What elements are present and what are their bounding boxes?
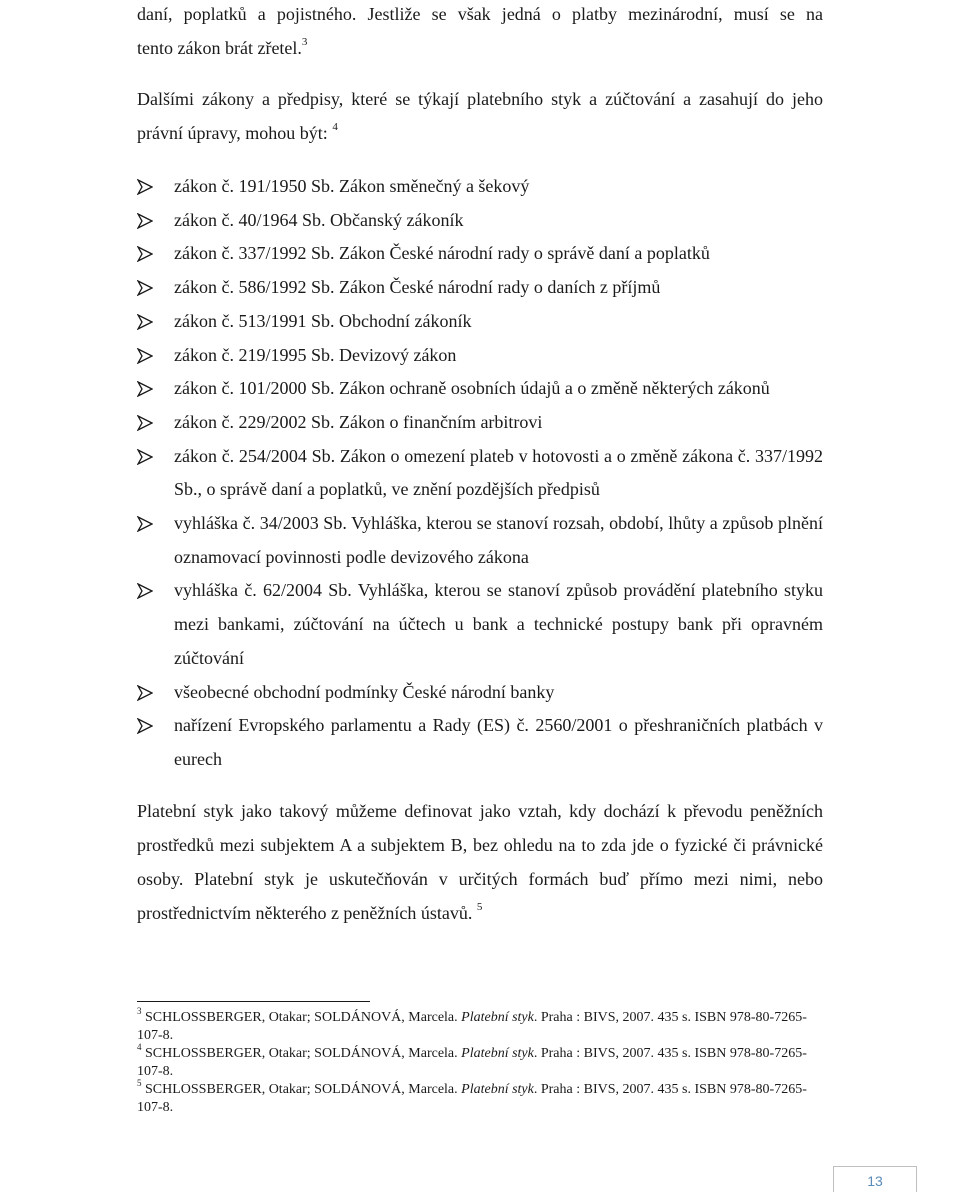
arrowhead-bullet-icon (137, 381, 153, 397)
arrowhead-bullet-icon (137, 449, 153, 465)
arrowhead-bullet-icon (137, 314, 153, 330)
law-list-item-text: zákon č. 254/2004 Sb. Zákon o omezení plateb v hotovosti a o změně zákona č. 337/1992 Sb., o správě daní a poplatků, ve znění pozdějších předpisů (174, 445, 823, 500)
arrowhead-bullet-icon (137, 516, 153, 532)
arrowhead-bullet-icon (137, 415, 153, 431)
law-list-item-text: zákon č. 40/1964 Sb. Občanský zákoník (174, 209, 464, 230)
footnote (137, 1042, 823, 1081)
footnote-ref-5: 5 (476, 901, 483, 913)
law-list-item (137, 406, 823, 440)
lead-text: Dalšími zákony a předpisy, které se týkají platebního styk a zúčtování a zasahují do jeho právní úpravy, mohou být: (137, 89, 823, 143)
law-list-item (137, 574, 823, 675)
footnote-ref-3: 3 (301, 36, 308, 48)
arrowhead-bullet-icon (137, 685, 153, 701)
footnote-number: 5 (137, 1078, 142, 1089)
law-list-item-text: zákon č. 219/1995 Sb. Devizový zákon (174, 344, 457, 365)
law-list-item-text: zákon č. 191/1950 Sb. Zákon směnečný a šekový (174, 176, 530, 196)
arrowhead-bullet-icon (137, 246, 153, 262)
arrowhead-bullet-icon (137, 179, 153, 195)
law-list-item (137, 440, 823, 507)
footnote-number: 4 (137, 1042, 142, 1053)
intro-line-2-text: tento zákon brát zřetel. (137, 38, 302, 58)
law-list-item (137, 170, 823, 204)
footnote-authors: SCHLOSSBERGER, Otakar; SOLDÁNOVÁ, Marcela. (145, 1082, 458, 1097)
arrowhead-bullet-icon (137, 280, 153, 296)
closing-paragraph (137, 794, 823, 930)
footnote-publication: . Praha : BIVS, 2007. 435 s. ISBN 978-80-7265-107-8. (137, 1010, 807, 1043)
law-list-item-text: zákon č. 229/2002 Sb. Zákon o finančním arbitrovi (174, 411, 543, 432)
footnote-authors: SCHLOSSBERGER, Otakar; SOLDÁNOVÁ, Marcela. (145, 1010, 458, 1025)
law-list (137, 170, 823, 777)
footnote-title: Platební styk (461, 1010, 534, 1025)
footnote-title: Platební styk (461, 1082, 534, 1097)
footnote-publication: . Praha : BIVS, 2007. 435 s. ISBN 978-80-7265-107-8. (137, 1082, 807, 1115)
law-list-item (137, 204, 823, 238)
intro-line-1-text: daní, poplatků a pojistného. Jestliže se však jedná o platby mezinárodní, musí se na (137, 4, 823, 24)
law-list-item (137, 372, 823, 406)
closing-text: Platební styk jako takový můžeme definovat jako vztah, kdy dochází k převodu peněžních prostředků mezi subjektem A a subjektem B, bez ohledu na to zda jde o fyzické či právnické osoby. Platební styk je uskutečňován v určitých formách buď přímo mezi nimi, nebo prostřednictvím některého z peněžních ústavů. (137, 801, 823, 923)
law-list-item (137, 271, 823, 305)
law-list-item-text: vyhláška č. 62/2004 Sb. Vyhláška, kterou se stanoví způsob provádění platebního styku mezi bankami, zúčtování na účtech u bank a technické postupy bank při opravném zúčtování (174, 580, 823, 668)
page-number: 13 (867, 1173, 883, 1189)
law-list-item-text: nařízení Evropského parlamentu a Rady (ES) č. 2560/2001 o přeshraničních platbách v eurech (174, 715, 823, 769)
law-list-item (137, 709, 823, 776)
lead-paragraph (137, 82, 823, 150)
intro-line-1 (137, 0, 823, 31)
arrowhead-bullet-icon (137, 583, 153, 599)
law-list-item-text: všeobecné obchodní podmínky České národní banky (174, 681, 555, 702)
footnote (137, 1078, 823, 1117)
law-list-item (137, 305, 823, 339)
arrowhead-bullet-icon (137, 718, 153, 734)
arrowhead-bullet-icon (137, 213, 153, 229)
footnote-separator (137, 1001, 370, 1002)
law-list-item (137, 339, 823, 373)
footnote-title: Platební styk (461, 1046, 534, 1061)
law-list-item (137, 676, 823, 710)
law-list-item-text: zákon č. 513/1991 Sb. Obchodní zákoník (174, 310, 472, 331)
footnote-number: 3 (137, 1006, 142, 1017)
footnote (137, 1006, 823, 1045)
intro-line-2 (137, 31, 823, 65)
footnote-publication: . Praha : BIVS, 2007. 435 s. ISBN 978-80-7265-107-8. (137, 1046, 807, 1079)
law-list-item-text: vyhláška č. 34/2003 Sb. Vyhláška, kterou se stanoví rozsah, období, lhůty a způsob plnění oznamovací povinnosti podle devizového zákona (174, 513, 823, 567)
footnote-authors: SCHLOSSBERGER, Otakar; SOLDÁNOVÁ, Marcela. (145, 1046, 458, 1061)
page-number-box (833, 1166, 917, 1192)
law-list-item-text: zákon č. 101/2000 Sb. Zákon ochraně osobních údajů a o změně některých zákonů (174, 378, 770, 399)
law-list-item (137, 507, 823, 574)
law-list-item-text: zákon č. 586/1992 Sb. Zákon České národní rady o daních z příjmů (174, 277, 661, 298)
law-list-item-text: zákon č. 337/1992 Sb. Zákon České národní rady o správě daní a poplatků (174, 243, 710, 264)
footnotes (137, 1006, 823, 1117)
arrowhead-bullet-icon (137, 348, 153, 364)
law-list-item (137, 237, 823, 271)
footnote-ref-4: 4 (332, 121, 338, 133)
